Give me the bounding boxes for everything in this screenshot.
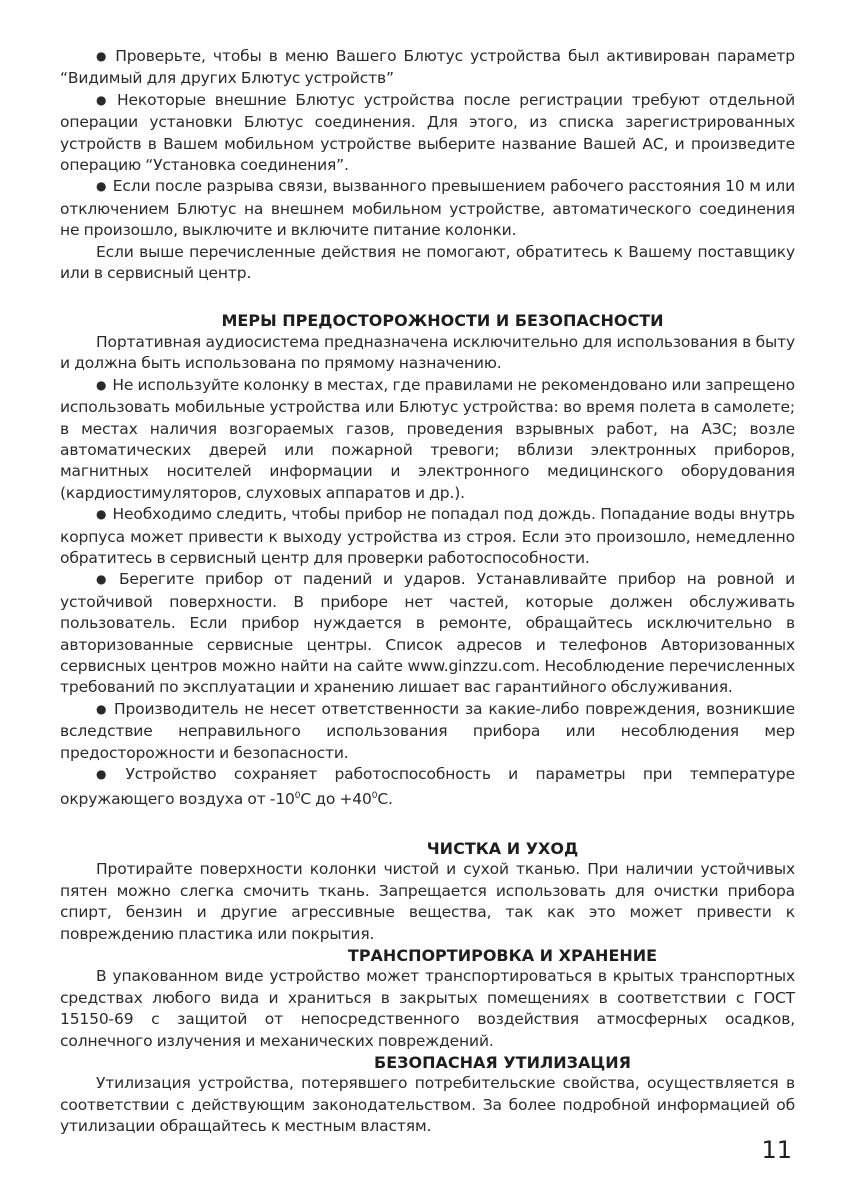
safety-item: ● Берегите прибор от падений и ударов. Устанавливайте прибор на ровной и устойчивой поверхности. В приборе нет частей, которые должен обслуживать пользователь. Если прибор нуждается в ремонте, обращайтесь исключительно в авторизованные сервисные центры. Список адресов и телефонов Авторизованных сервисных центров можно найти на сайте www.ginzzu.com. Несоблюдение перечисленных требований по эксплуатации и хранению лишает вас гарантийного обслуживания. bbox=[60, 569, 795, 698]
transport-heading: ТРАНСПОРТИРОВКА И ХРАНЕНИЕ bbox=[347, 946, 658, 965]
bluetooth-connection-tip: ● Некоторые внешние Блютус устройства после регистрации требуют отдельной операции установки Блютус соединения. Для этого, из списка зарегистрированных устройств в Вашем мобильном устройстве выберите название Вашей АС, и произведите операцию “Установка соединения”. bbox=[60, 90, 795, 177]
safety-item: ● Производитель не несет ответственности за какие-либо повреждения, возникшие вследствие неправильного использования прибора или несоблюдения мер предосторожности и безопасности. bbox=[60, 699, 795, 764]
temperature-text-end: С. bbox=[377, 790, 393, 809]
safety-item: ● Не используйте колонку в местах, где правилами не рекомендовано или запрещено использовать мобильные устройства или Блютус устройства: во время полета в самолете; в местах наличия возгораемых газов, проведения взрывных работ, на АЗС; возле автоматических дверей или пожарной тревоги; вблизи электронных приборов, магнитных носителей информации и электронного медицинского оборудования (кардиостимуляторов, слуховых аппаратов и др.). bbox=[60, 375, 795, 504]
document-page bbox=[60, 46, 795, 1138]
safety-heading: МЕРЫ ПРЕДОСТОРОЖНОСТИ И БЕЗОПАСНОСТИ bbox=[221, 311, 664, 331]
transport-text: В упакованном виде устройство может транспортироваться в крытых транспортных средствах любого вида и храниться в закрытых помещениях в соответствии с ГОСТ 15150-69 с защитой от непосредственного воздействия атмосферных осадков, солнечного излучения и механических повреждений. bbox=[60, 967, 795, 1050]
disposal-text: Утилизация устройства, потерявшего потребительские свойства, осуществляется в соответствии с действующим законодательством. За более подробной информацией об утилизации обращайтесь к местным властям. bbox=[60, 1074, 795, 1136]
temperature-text-start: Устройство сохраняет работоспособность и параметры при температуре окружающего воздуха от -10 bbox=[60, 765, 795, 809]
degree-mark: 0 bbox=[371, 791, 378, 802]
cleaning-heading: ЧИСТКА И УХОД bbox=[426, 838, 579, 858]
disposal-heading: БЕЗОПАСНАЯ УТИЛИЗАЦИЯ bbox=[374, 1053, 631, 1073]
page-number: 11 bbox=[761, 1136, 792, 1164]
safety-item: ● Необходимо следить, чтобы прибор не попадал под дождь. Попадание воды внутрь корпуса может привести к выходу устройства из строя. Если это произошло, немедленно обратитесь в сервисный центр для проверки работоспособности. bbox=[60, 504, 795, 569]
bluetooth-reconnect-tip: ● Если после разрыва связи, вызванного превышением рабочего расстояния 10 м или отключением Блютус на внешнем мобильном устройстве, автоматического соединения не произошло, выключите и включите питание колонки. bbox=[60, 176, 795, 241]
bluetooth-visibility-tip: ● Проверьте, чтобы в меню Вашего Блютус устройства был активирован параметр “Видимый для других Блютус устройств” bbox=[60, 46, 795, 90]
temperature-text-mid: С до +40 bbox=[300, 790, 372, 809]
cleaning-text: Протирайте поверхности колонки чистой и сухой тканью. При наличии устойчивых пятен можно слегка смочить ткань. Запрещается использовать для очистки прибора спирт, бензин и другие агрессивные вещества, так как это может привести к повреждению пластика или покрытия. bbox=[60, 860, 795, 943]
safety-intro: Портативная аудиосистема предназначена исключительно для использования в быту и должна быть использована по прямому назначению. bbox=[60, 332, 795, 373]
degree-mark: 0 bbox=[294, 791, 301, 802]
service-center-note: Если выше перечисленные действия не помогают, обратитесь к Вашему поставщику или в сервисный центр. bbox=[60, 242, 795, 283]
temperature-range-item bbox=[60, 764, 795, 811]
